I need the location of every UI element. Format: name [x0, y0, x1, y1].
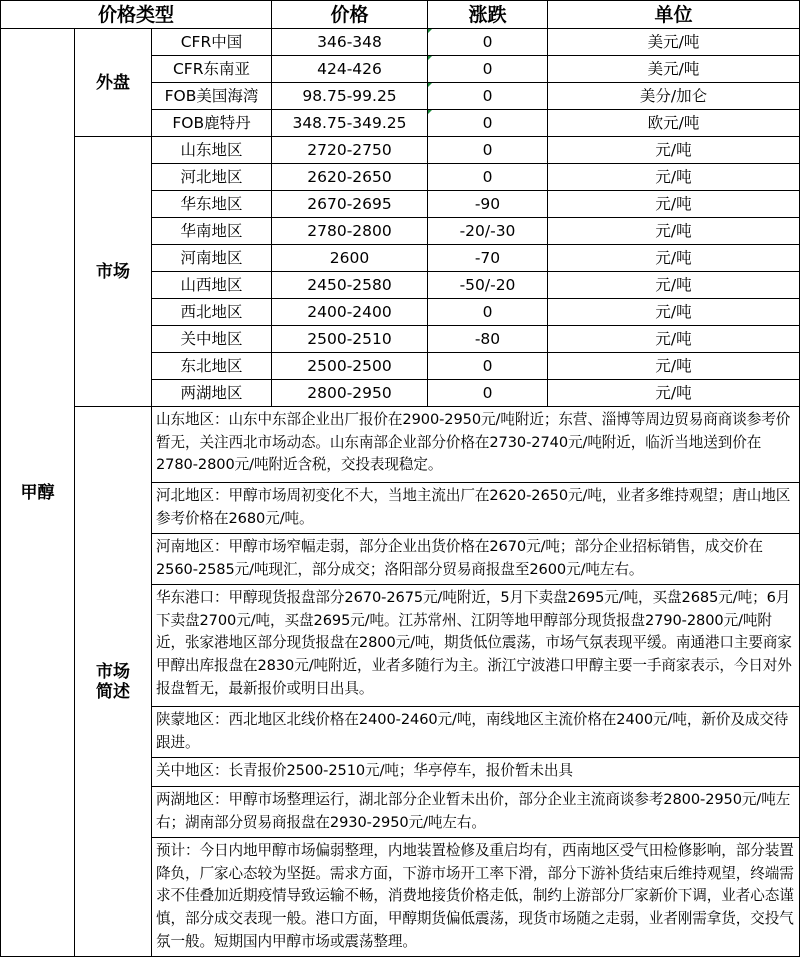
change-cell: 0 [428, 137, 548, 164]
region-cell: 关中地区 [152, 326, 272, 353]
region-cell: 河北地区 [152, 164, 272, 191]
region-cell: 山西地区 [152, 272, 272, 299]
unit-cell: 美分/加仑 [548, 83, 800, 110]
price-cell: 424-426 [272, 56, 428, 83]
change-cell: -90 [428, 191, 548, 218]
region-cell: 东北地区 [152, 353, 272, 380]
unit-cell: 元/吨 [548, 272, 800, 299]
group-market: 市场 [75, 137, 152, 407]
price-cell: 2500-2500 [272, 353, 428, 380]
change-cell: 0 [428, 380, 548, 407]
region-cell: CFR东南亚 [152, 56, 272, 83]
price-cell: 2450-2580 [272, 272, 428, 299]
unit-cell: 元/吨 [548, 137, 800, 164]
note-hebei: 河北地区：甲醇市场周初变化不大，当地主流出厂在2620-2650元/吨，业者多维持观望；唐山地区参考价格在2680元/吨。 [152, 483, 800, 534]
unit-cell: 美元/吨 [548, 29, 800, 56]
price-cell: 2400-2400 [272, 299, 428, 326]
header-unit: 单位 [548, 1, 800, 29]
unit-cell: 元/吨 [548, 245, 800, 272]
price-cell: 2620-2650 [272, 164, 428, 191]
change-cell: 0 [428, 29, 548, 56]
region-cell: 华东地区 [152, 191, 272, 218]
price-cell: 2670-2695 [272, 191, 428, 218]
change-cell: 0 [428, 56, 548, 83]
unit-cell: 元/吨 [548, 380, 800, 407]
region-cell: FOB美国海湾 [152, 83, 272, 110]
price-cell: 2720-2750 [272, 137, 428, 164]
note-shandong: 山东地区：山东中东部企业出厂报价在2900-2950元/吨附近；东营、淄博等周边贸易商商谈参考价暂无，关注西北市场动态。山东南部企业部分价格在2730-2740元/吨附近，临沂当地送到价在2780-2800元/吨附近含税，交投表现稳定。 [152, 407, 800, 483]
unit-cell: 元/吨 [548, 164, 800, 191]
region-cell: CFR中国 [152, 29, 272, 56]
note-forecast: 预计：今日内地甲醇市场偏弱整理，内地装置检修及重启均有，西南地区受气田检修影响，部分装置降负，厂家心态较为坚挺。需求方面，下游市场开工率下滑，部分下游补货结束后维持观望，终端需求不佳叠加近期疫情导致运输不畅，消费地接货价格走低，制约上游部分厂家新价下调，业者心态谨慎，部分成交表现一般。港口方面，甲醇期货偏低震荡，现货市场随之走弱，业者刚需拿货，交投气氛一般。短期国内甲醇市场或震荡整理。 [152, 838, 800, 957]
region-cell: FOB鹿特丹 [152, 110, 272, 137]
change-cell: -50/-20 [428, 272, 548, 299]
price-cell: 346-348 [272, 29, 428, 56]
unit-cell: 美元/吨 [548, 56, 800, 83]
unit-cell: 元/吨 [548, 191, 800, 218]
price-cell: 98.75-99.25 [272, 83, 428, 110]
note-lianghu: 两湖地区：甲醇市场整理运行，湖北部分企业暂未出价，部分企业主流商谈参考2800-2950元/吨左右；湖南部分贸易商报盘在2930-2950元/吨左右。 [152, 787, 800, 838]
price-cell: 2780-2800 [272, 218, 428, 245]
header-change: 涨跌 [428, 1, 548, 29]
change-cell: 0 [428, 83, 548, 110]
note-guanzhong: 关中地区：长青报价2500-2510元/吨；华亭停车，报价暂未出具 [152, 758, 800, 787]
unit-cell: 元/吨 [548, 326, 800, 353]
unit-cell: 元/吨 [548, 353, 800, 380]
product-name: 甲醇 [1, 29, 75, 957]
change-cell: -20/-30 [428, 218, 548, 245]
change-cell: 0 [428, 164, 548, 191]
unit-cell: 元/吨 [548, 299, 800, 326]
region-cell: 山东地区 [152, 137, 272, 164]
region-cell: 两湖地区 [152, 380, 272, 407]
region-cell: 河南地区 [152, 245, 272, 272]
header-type: 价格类型 [1, 1, 272, 29]
note-shaanxi-inner-mongolia: 陕蒙地区：西北地区北线价格在2400-2460元/吨，南线地区主流价格在2400元/吨，新价及成交待跟进。 [152, 707, 800, 758]
note-east-china-port: 华东港口：甲醇现货报盘部分2670-2675元/吨附近，5月下卖盘2695元/吨，买盘2685元/吨；6月下卖盘2700元/吨，买盘2695元/吨。江苏常州、江阴等地甲醇部分现货报盘2790-2800元/吨附近，张家港地区部分现货报盘在2800元/吨，期货低位震荡，市场气氛表现平缓。南通港口主要商家甲醇出库报盘在2830元/吨附近，业者多随行为主。浙江宁波港口甲醇主要一手商家表示，今日对外报盘暂无，最新报价或明日出具。 [152, 585, 800, 707]
price-cell: 2600 [272, 245, 428, 272]
unit-cell: 元/吨 [548, 218, 800, 245]
region-cell: 华南地区 [152, 218, 272, 245]
note-henan: 河南地区：甲醇市场窄幅走弱，部分企业出货价格在2670元/吨；部分企业招标销售，成交价在2560-2585元/吨现汇，部分成交；洛阳部分贸易商报盘至2600元/吨左右。 [152, 534, 800, 585]
price-cell: 2500-2510 [272, 326, 428, 353]
region-cell: 西北地区 [152, 299, 272, 326]
price-cell: 348.75-349.25 [272, 110, 428, 137]
change-cell: 0 [428, 110, 548, 137]
change-cell: 0 [428, 353, 548, 380]
change-cell: -80 [428, 326, 548, 353]
group-summary: 市场 简述 [75, 407, 152, 957]
group-external: 外盘 [75, 29, 152, 137]
change-cell: -70 [428, 245, 548, 272]
unit-cell: 欧元/吨 [548, 110, 800, 137]
header-price: 价格 [272, 1, 428, 29]
change-cell: 0 [428, 299, 548, 326]
price-cell: 2800-2950 [272, 380, 428, 407]
